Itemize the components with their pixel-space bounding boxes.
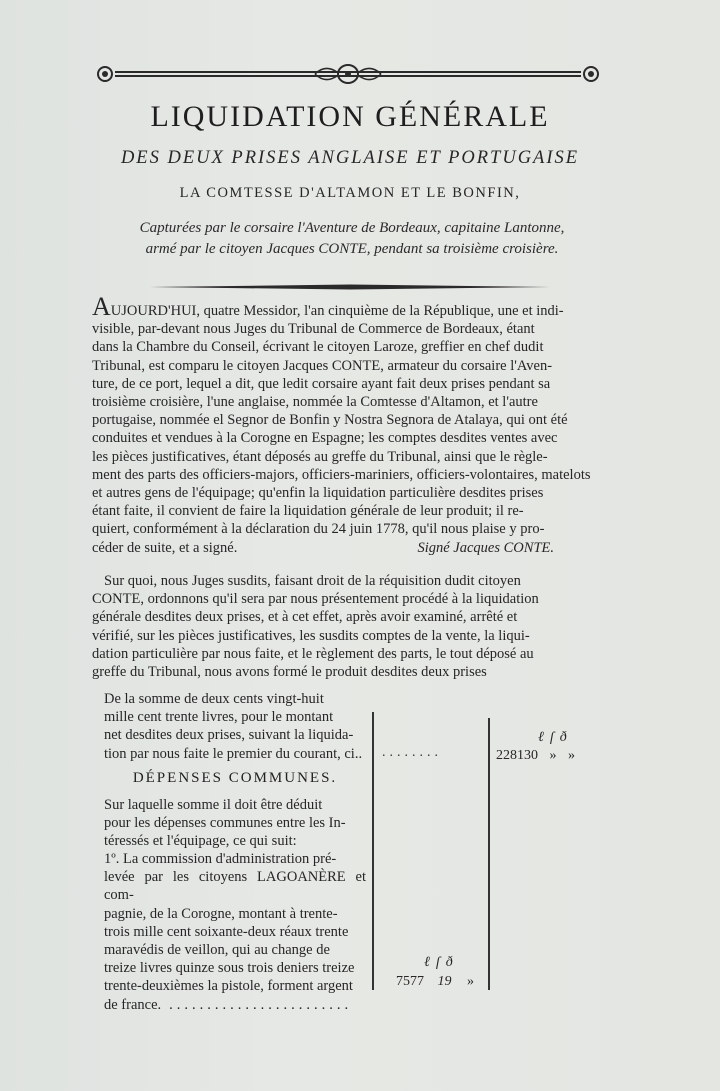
line-text: céder de suite, et a signé. xyxy=(92,539,238,556)
paragraph-line: dation particulière par nous faite, et le règlement des parts, le tout déposé au xyxy=(92,645,534,662)
total-sum-paragraph xyxy=(104,690,366,763)
currency-header xyxy=(424,955,459,971)
line-text: de france. xyxy=(104,996,162,1013)
deniers-icon: ð xyxy=(559,730,573,745)
column-rule xyxy=(372,712,374,990)
page-subtitle: DES DEUX PRISES ANGLAISE ET PORTUGAISE xyxy=(120,148,580,168)
paragraph-line: visible, par-devant nous Juges du Tribunal de Commerce de Bordeaux, étant xyxy=(92,321,535,338)
paragraph-line: treize livres quinze sous trois deniers treize xyxy=(104,960,355,977)
ruling-paragraph xyxy=(92,572,604,681)
declaration-paragraph xyxy=(92,292,604,557)
common-expenses-heading: DÉPENSES COMMUNES. xyxy=(132,770,338,786)
paragraph-line: 1º. La commission d'administration pré- xyxy=(104,851,337,867)
paragraph-line: Sur laquelle somme il doit être déduit xyxy=(104,797,323,813)
capture-description xyxy=(88,218,616,260)
paragraph-line: mille cent trente livres, pour le montant xyxy=(104,709,334,726)
paragraph-line: trente-deuxièmes la pistole, forment argent xyxy=(104,978,353,995)
amount-livres: 7577 xyxy=(396,974,424,989)
paragraph-line: générale desdites deux prises, et à cet effet, après avoir examiné, arrêté et xyxy=(92,609,518,626)
paragraph-line: pour les dépenses communes entre les In- xyxy=(104,815,346,832)
ships-heading: LA COMTESSE D'ALTAMON ET LE BONFIN, xyxy=(179,185,521,201)
paragraph-line: les pièces justificatives, étant déposés au greffe du Tribunal, ainsi que le règle- xyxy=(92,448,548,465)
livres-icon: ℓ xyxy=(538,730,550,745)
paragraph-line: pagnie, de la Corogne, montant à trente- xyxy=(104,905,338,922)
paragraph-line: ment des parts des officiers-majors, officiers-mariniers, officiers-volontaires, matelots xyxy=(92,466,591,483)
dot-leader: ........ xyxy=(382,745,442,760)
paragraph-line xyxy=(92,292,604,321)
amount-sous: 19 xyxy=(437,974,452,989)
expense-item-commission xyxy=(104,850,366,1014)
amount-livres: 228130 xyxy=(496,748,538,763)
paragraph-line: dans la Chambre du Conseil, écrivant le citoyen Laroze, greffier en chef dudit xyxy=(92,339,544,356)
lead-word: UJOURD'HUI xyxy=(110,303,197,319)
paragraph-line: net desdites deux prises, suivant la liquida- xyxy=(104,727,354,744)
column-rule xyxy=(488,718,490,990)
drop-cap: A xyxy=(92,292,111,321)
amount-deniers: » xyxy=(467,974,474,989)
paragraph-line xyxy=(104,996,366,1014)
paragraph-line: tion par nous faite le premier du courant, ci.. xyxy=(104,745,363,762)
signature: Signé Jacques CONTE. xyxy=(417,539,554,556)
livres-icon: ℓ xyxy=(424,955,436,970)
sous-icon: ſ xyxy=(435,955,446,970)
paragraph-line: greffe du Tribunal, nous avons formé le produit desdites deux prises xyxy=(92,664,487,681)
paragraph-line xyxy=(92,539,604,557)
paragraph-line: trois mille cent soixante-deux réaux trente xyxy=(104,923,349,940)
deniers-icon: ð xyxy=(445,955,459,970)
paragraph-line: portugaise, nommée el Segnor de Bonfin y Nostra Segnora de Atalaya, qui ont été xyxy=(92,412,568,429)
section-rule xyxy=(150,284,550,290)
paragraph-line: De la somme de deux cents vingt-huit xyxy=(104,691,324,707)
currency-header xyxy=(538,730,573,746)
page-title: LIQUIDATION GÉNÉRALE xyxy=(150,100,550,133)
paragraph-line: troisième croisière, l'une anglaise, nommée la Comtesse d'Altamon, et l'autre xyxy=(92,394,538,411)
paragraph-line: conduites et vendues à la Corogne en Espagne; les comptes desdites ventes avec xyxy=(92,430,558,447)
paragraph-line: et autres gens de l'équipage; qu'enfin la liquidation particulière desdites prises xyxy=(92,485,544,502)
paragraph-line: maravédis de veillon, qui au change de xyxy=(104,942,330,959)
paragraph-line: levée par les citoyens LAGOANÈRE et com- xyxy=(104,869,366,904)
paragraph-line: vérifié, sur les pièces justificatives, les susdits comptes de la vente, la liqui- xyxy=(92,627,530,644)
paragraph-line: ture, de ce port, lequel a dit, que ledit corsaire ayant fait deux prises pendant sa xyxy=(92,375,551,392)
paragraph-line: étant faite, il convient de faire la liquidation générale de leur produit; il re- xyxy=(92,503,524,520)
expenses-intro xyxy=(104,796,366,851)
paragraph-line: quiert, conformément à la déclaration du 24 juin 1778, qu'il nous plaise y pro- xyxy=(92,521,545,538)
paragraph-line: Tribunal, est comparu le citoyen Jacques CONTE, armateur du corsaire l'Aven- xyxy=(92,357,553,374)
paragraph-line: Sur quoi, nous Juges susdits, faisant droit de la réquisition dudit citoyen xyxy=(104,573,521,589)
sous-icon: ſ xyxy=(549,730,560,745)
commission-amount xyxy=(396,974,474,990)
capture-line: armé par le citoyen Jacques CONTE, pendant sa troisième croisière. xyxy=(145,241,559,257)
paragraph-line: CONTE, ordonnons qu'il sera par nous présentement procédé à la liquidation xyxy=(92,591,539,608)
amount-sous: » xyxy=(549,748,557,763)
total-amount xyxy=(496,748,575,764)
header-ornament-icon xyxy=(95,62,601,86)
paragraph-line: téressés et l'équipage, ce qui suit: xyxy=(104,833,297,850)
capture-line: Capturées par le corsaire l'Aventure de Bordeaux, capitaine Lantonne, xyxy=(139,220,565,236)
dot-leader: ........................ xyxy=(169,996,353,1013)
line-text: , quatre Messidor, l'an cinquième de la République, une et indi- xyxy=(196,303,564,319)
amount-deniers: » xyxy=(568,748,575,763)
